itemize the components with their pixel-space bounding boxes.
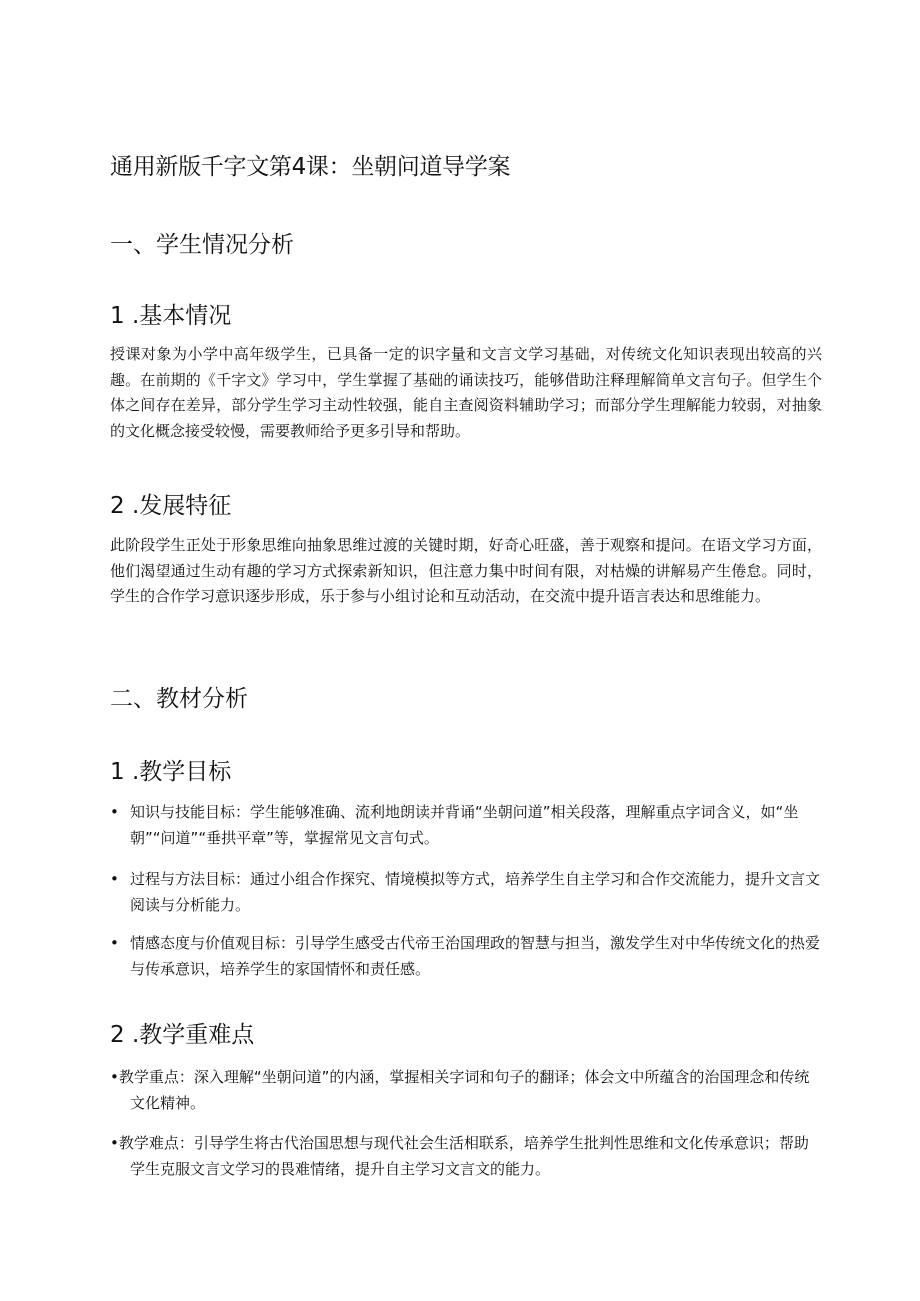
list-item-objective	[110, 799, 822, 851]
key-point-text: •教学重点：深入理解“坐朝问道”的内涵，掌握相关字词和句子的翻译；体会文中所蕴含的治国理念和传统文化精神。	[110, 1068, 810, 1112]
objective-text: 过程与方法目标：通过小组合作探究、情境模拟等方式，培养学生自主学习和合作交流能力，提升文言文阅读与分析能力。	[130, 870, 821, 914]
list-item-objective	[110, 930, 822, 982]
document-title: 通用新版千字文第4课：坐朝问道导学案	[110, 154, 511, 180]
list-item-objective	[110, 866, 822, 918]
list-item-key-point	[110, 1064, 822, 1116]
paragraph-basic-situation: 授课对象为小学中高年级学生，已具备一定的识字量和文言文学习基础，对传统文化知识表现出较高的兴趣。在前期的《千字文》学习中，学生掌握了基础的诵读技巧，能够借助注释理解简单文言句子。但学生个体之间存在差异，部分学生学习主动性较强，能自主查阅资料辅助学习；而部分学生理解能力较弱，对抽象的文化概念接受较慢，需要教师给予更多引导和帮助。	[110, 345, 822, 440]
subheading-development-features: 2 .发展特征	[110, 493, 232, 519]
list-item-difficult-point	[110, 1130, 822, 1182]
bullet-icon: •	[110, 934, 119, 952]
objective-text: 情感态度与价值观目标：引导学生感受古代帝王治国理政的智慧与担当，激发学生对中华传统文化的热爱与传承意识，培养学生的家国情怀和责任感。	[130, 934, 821, 978]
subheading-teaching-objectives: 1 .教学目标	[110, 759, 232, 785]
subheading-basic-situation: 1 .基本情况	[110, 303, 232, 329]
objective-text: 知识与技能目标：学生能够准确、流利地朗读并背诵“坐朝问道”相关段落，理解重点字词含义，如“坐朝”“问道”“垂拱平章”等，掌握常见文言句式。	[130, 803, 799, 847]
subheading-key-difficult-points: 2 .教学重难点	[110, 1022, 255, 1048]
bullet-icon: •	[110, 870, 119, 888]
paragraph-development-features: 此阶段学生正处于形象思维向抽象思维过渡的关键时期，好奇心旺盛，善于观察和提问。在语文学习方面，他们渴望通过生动有趣的学习方式探索新知识，但注意力集中时间有限，对枯燥的讲解易产生倦怠。同时，学生的合作学习意识逐步形成，乐于参与小组讨论和互动活动，在交流中提升语言表达和思维能力。	[110, 536, 822, 605]
section-heading-textbook-analysis: 二、教材分析	[110, 686, 248, 712]
difficult-point-text: •教学难点：引导学生将古代治国思想与现代社会生活相联系，培养学生批判性思维和文化传承意识；帮助学生克服文言文学习的畏难情绪，提升自主学习文言文的能力。	[110, 1134, 809, 1178]
section-heading-student-analysis: 一、学生情况分析	[110, 232, 294, 258]
bullet-icon: •	[110, 803, 119, 821]
